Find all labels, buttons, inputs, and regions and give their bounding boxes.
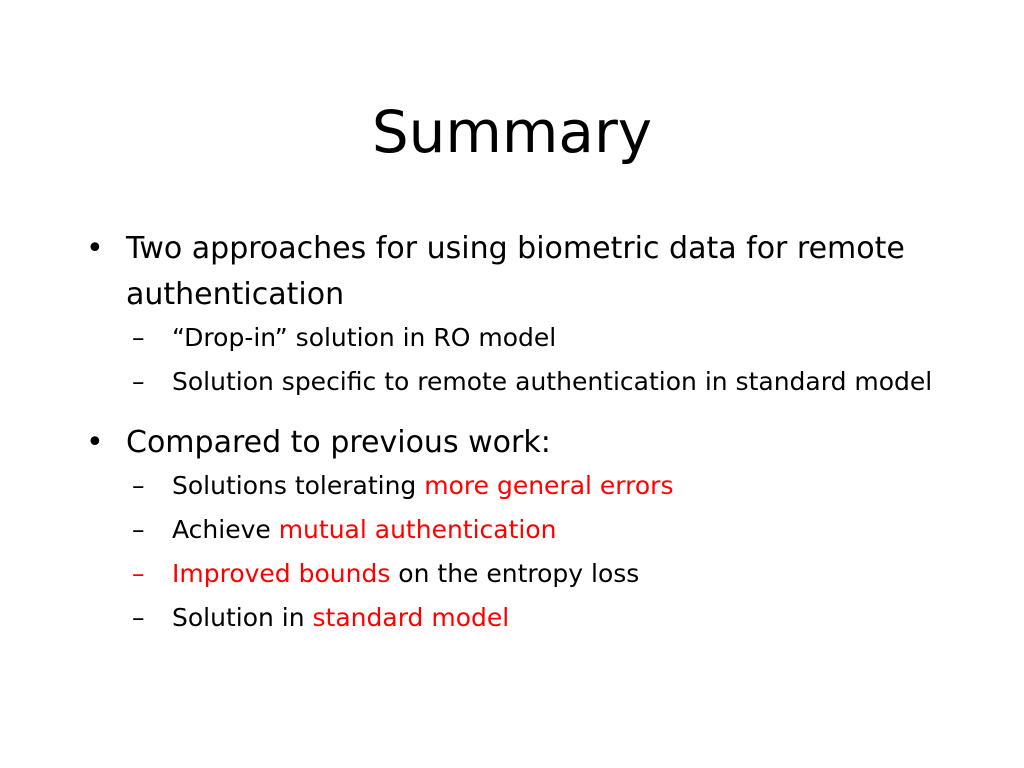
sub-item [86,320,946,356]
bullet-text: Compared to previous work: [126,425,551,460]
sub-highlight: mutual authentication [278,515,557,544]
sub-text: Solutions tolerating [172,471,425,500]
dash-icon: – [132,323,145,352]
dash-icon: – [132,559,145,588]
sub-text-after: on the entropy loss [390,559,640,588]
bullet-text: Two approaches for using biometric data for remote authentication [126,231,905,312]
dash-icon: – [132,515,145,544]
sub-list [86,468,946,636]
dash-icon: – [132,471,145,500]
sub-item [86,364,946,400]
bullet-icon: • [86,231,104,266]
sub-item [86,556,946,592]
slide-title: Summary [371,98,653,166]
sub-text: Achieve [172,515,279,544]
bullet-item [86,420,946,466]
sub-highlight: standard model [312,603,510,632]
sub-text: “Drop-in” solution in RO model [172,323,557,352]
dash-icon: – [132,603,145,632]
slide-content [86,226,946,644]
sub-list [86,320,946,400]
sub-highlight: Improved bounds [172,559,391,588]
spacer [86,408,946,420]
sub-item [86,600,946,636]
sub-text: Solution specific to remote authentication in standard model [172,367,933,396]
sub-highlight: more general errors [424,471,674,500]
sub-text: Solution in [172,603,313,632]
sub-item [86,512,946,548]
sub-item [86,468,946,504]
bullet-item [86,226,946,318]
dash-icon: – [132,367,145,396]
bullet-icon: • [86,425,104,460]
